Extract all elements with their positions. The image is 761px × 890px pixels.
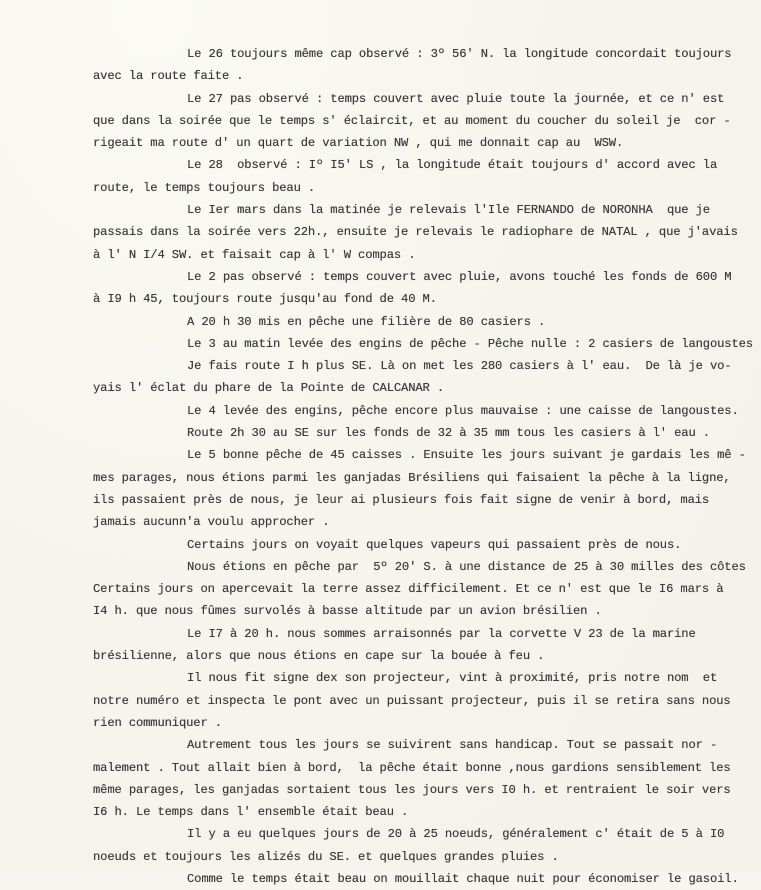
text-line: passais dans la soirée vers 22h., ensuite je relevais le radiophare de NATAL , que j'avais xyxy=(93,225,738,240)
text-line: Comme le temps était beau on mouillait chaque nuit pour économiser le gasoil. xyxy=(187,871,739,886)
text-line: Le 27 pas observé : temps couvert avec pluie toute la journée, et ce n' est xyxy=(187,91,725,106)
text-line: Certains jours on voyait quelques vapeurs qui passaient près de nous. xyxy=(187,537,682,552)
text-line: Le 4 levée des engins, pêche encore plus mauvaise : une caisse de langoustes. xyxy=(187,403,739,418)
text-line: yais l' éclat du phare de la Pointe de CALCANAR . xyxy=(93,381,445,396)
text-line: Le 5 bonne pêche de 45 caisses . Ensuite les jours suivant je gardais les mê - xyxy=(187,448,746,463)
text-line: Nous étions en pêche par 5º 20' S. à une distance de 25 à 30 milles des côtes xyxy=(187,559,746,574)
text-line: Autrement tous les jours se suivirent sans handicap. Tout se passait nor - xyxy=(187,738,718,753)
text-line: Le 3 au matin levée des engins de pêche - Pêche nulle : 2 casiers de langoustes xyxy=(187,336,753,351)
text-line: malement . Tout allait bien à bord, la pêche était bonne ,nous gardions sensiblement les xyxy=(93,760,731,775)
text-line: noeuds et toujours les alizés du SE. et quelques grandes pluies . xyxy=(93,849,559,864)
text-line: avec la route faite . xyxy=(93,69,244,84)
text-line: I6 h. Le temps dans l' ensemble était beau . xyxy=(93,805,409,820)
text-line: Le 28 observé : Iº I5' LS , la longitude était toujours d' accord avec la xyxy=(187,158,718,173)
text-line: Il y a eu quelques jours de 20 à 25 noeuds, généralement c' était de 5 à I0 xyxy=(187,827,725,842)
text-line: rien communiquer . xyxy=(93,715,222,730)
text-line: Le Ier mars dans la matinée je relevais l'Ile FERNANDO de NORONHA que je xyxy=(187,203,710,218)
text-line: Il nous fit signe dex son projecteur, vint à proximité, pris notre nom et xyxy=(187,671,718,686)
text-line: même parages, les ganjadas sortaient tous les jours vers I0 h. et rentraient le soir vers xyxy=(93,782,731,797)
text-line: jamais aucunn'a voulu approcher . xyxy=(93,515,330,530)
text-line: à I9 h 45, toujours route jusqu'au fond de 40 M. xyxy=(93,292,437,307)
text-line: ils passaient près de nous, je leur ai plusieurs fois fait signe de venir à bord, mais xyxy=(93,492,710,507)
text-line: Le I7 à 20 h. nous sommes arraisonnés par la corvette V 23 de la marine xyxy=(187,626,696,641)
text-line: rigeait ma route d' un quart de variation NW , qui me donnait cap au WSW. xyxy=(93,136,624,151)
text-line: Le 26 toujours même cap observé : 3º 56' N. la longitude concordait toujours xyxy=(187,47,732,61)
text-line: notre numéro et inspecta le pont avec un puissant projecteur, puis il se retira sans nous xyxy=(93,693,731,708)
text-line: Le 2 pas observé : temps couvert avec pluie, avons touché les fonds de 600 M xyxy=(187,269,732,284)
text-line: route, le temps toujours beau . xyxy=(93,180,316,195)
text-line: I4 h. que nous fûmes survolés à basse altitude par un avion brésilien . xyxy=(93,604,602,619)
text-line: brésilienne, alors que nous étions en cape sur la bouée à feu . xyxy=(93,649,545,664)
text-line: A 20 h 30 mis en pêche une filière de 80 casiers . xyxy=(187,314,546,329)
text-line: mes parages, nous étions parmi les ganjadas Brésiliens qui faisaient la pêche à la ligne, xyxy=(93,470,731,485)
text-line: Je fais route I h plus SE. Là on met les 280 casiers à l' eau. De là je vo- xyxy=(187,359,732,374)
text-line: que dans la soirée que le temps s' éclaircit, et au moment du coucher du soleil je cor - xyxy=(93,113,731,128)
document-body xyxy=(93,43,753,890)
text-line: à l' N I/4 SW. et faisait cap à l' W compas . xyxy=(93,247,416,262)
text-line: Route 2h 30 au SE sur les fonds de 32 à 35 mm tous les casiers à l' eau . xyxy=(187,426,710,441)
text-line: Certains jours on apercevait la terre assez difficilement. Et ce n' est que le I6 mars à xyxy=(93,582,724,597)
